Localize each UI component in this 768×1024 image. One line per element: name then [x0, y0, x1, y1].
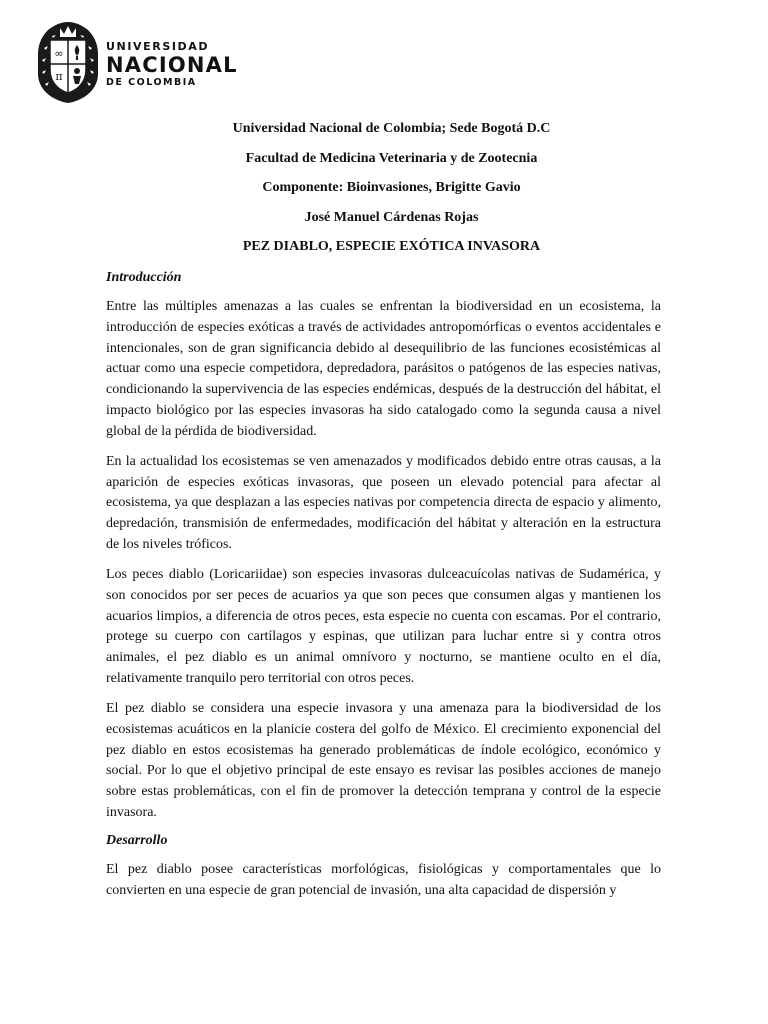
logo-line-nacional: NACIONAL: [106, 53, 238, 77]
logo-line-de-colombia: DE COLOMBIA: [106, 77, 197, 88]
section-title-desarrollo: Desarrollo: [106, 833, 168, 848]
paragraph: En la actualidad los ecosistemas se ven amenazados y modificados debido entre otras causas, a la aparición de especies exóticas invasoras, que poseen un elevado potencial para afectar al ecosistema, ya que desplazan a las especies nativas por competencia directa de espacio y alimento, depredación, transmisión de enfermedades, modificación del hábitat y alteración en la estructura de los niveles tróficos.: [106, 453, 661, 552]
university-wordmark: [106, 40, 238, 89]
university-crest-icon: [36, 18, 100, 104]
university-logo: [36, 18, 236, 108]
paragraph: Los peces diablo (Loricariidae) son especies invasoras dulceacuícolas nativas de Sudamérica, y son conocidos por ser peces de acuarios ya que son peces que consumen algas y mantienen los acuarios limpios, a diferencia de otros peces, esta especie no cuenta con escamas. Por el contrario, protege su cuerpo con cartílagos y espinas, que utilizan para luchar entre si y contra otros animales, el pez diablo es un animal omnívoro y nocturno, se mantiene oculto en el día, relativamente tranquilo pero territorial con otros peces.: [106, 567, 661, 686]
paragraph: El pez diablo posee características morfológicas, fisiológicas y comportamentales que lo convierten en una especie de gran potencial de invasión, una alta capacidad de dispersión y: [106, 862, 661, 898]
paragraph: El pez diablo se considera una especie invasora y una amenaza para la biodiversidad de los ecosistemas acuáticos en la planicie costera del golfo de México. El crecimiento exponencial del pez diablo en estos ecosistemas ha generado problemáticas de índole ecológico, económico y social. Por lo que el objetivo principal de este ensayo es revisar las posibles acciones de manejo sobre estas problemáticas, con el fin de promover la detección temprana y control de la especie invasora.: [106, 701, 661, 820]
document-heading: [106, 121, 677, 269]
document-title: PEZ DIABLO, ESPECIE EXÓTICA INVASORA: [242, 239, 541, 254]
logo-line-universidad: UNIVERSIDAD: [106, 40, 210, 53]
section-title-introduccion: Introducción: [106, 270, 182, 285]
component-line: Componente: Bioinvasiones, Brigitte Gavio: [262, 180, 521, 195]
faculty-line: Facultad de Medicina Veterinaria y de Zootecnia: [245, 150, 538, 166]
svg-text:∞: ∞: [54, 47, 64, 60]
svg-text:π: π: [55, 70, 63, 83]
author-line: José Manuel Cárdenas Rojas: [304, 209, 479, 225]
university-line: Universidad Nacional de Colombia; Sede Bogotá D.C: [232, 121, 551, 136]
document-body: [106, 270, 661, 911]
paragraph: Entre las múltiples amenazas a las cuales se enfrentan la biodiversidad en un ecosistema, la introducción de especies exóticas a través de actividades antropomórficas o eventos accidentales e intencionales, son de gran significancia debido al desequilibrio de las funciones ecosistémicas al actuar como una especie competidora, depredadora, parásitos o patógenos de las especies nativas, condicionando la supervivencia de las especies endémicas, después de la destrucción del hábitat, el impacto biológico por las especies invasoras ha sido catalogado como la segunda causa a nivel global de la pérdida de biodiversidad.: [106, 299, 661, 439]
